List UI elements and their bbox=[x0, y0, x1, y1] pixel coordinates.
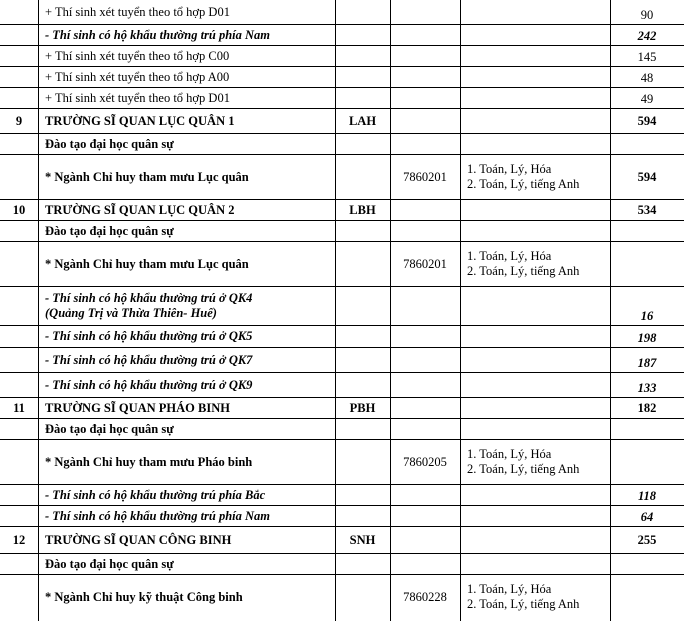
major-code bbox=[390, 67, 460, 87]
subject-combinations bbox=[460, 506, 610, 526]
row-name bbox=[38, 287, 335, 325]
major-code bbox=[390, 88, 460, 108]
subject-combinations bbox=[460, 527, 610, 553]
subject-combination: 2. Toán, Lý, tiếng Anh bbox=[467, 462, 580, 476]
school-code: PBH bbox=[349, 400, 376, 415]
row-number bbox=[0, 287, 38, 325]
major-code bbox=[390, 398, 460, 418]
table-row bbox=[0, 154, 684, 199]
school-code bbox=[335, 326, 390, 347]
column-divider bbox=[38, 0, 39, 621]
subject-combinations bbox=[460, 109, 610, 133]
quota-value: 182 bbox=[637, 400, 657, 415]
row-name: + Thí sinh xét tuyển theo tổ hợp D01 bbox=[45, 90, 230, 105]
row-name: - Thí sinh có hộ khẩu thường trú ở QK9 bbox=[45, 377, 253, 392]
row-number bbox=[0, 575, 38, 619]
subject-combinations bbox=[460, 440, 610, 484]
subject-combinations bbox=[460, 242, 610, 286]
school-code bbox=[335, 46, 390, 66]
subject-combinations bbox=[460, 287, 610, 325]
major-code bbox=[390, 373, 460, 397]
quota-value: 133 bbox=[637, 381, 657, 395]
quota-value bbox=[610, 440, 684, 484]
row-name: - Thí sinh có hộ khẩu thường trú phía Bắc bbox=[45, 487, 266, 502]
quota-value: 64 bbox=[640, 510, 654, 524]
quota-value: 534 bbox=[637, 202, 657, 217]
row-name: TRƯỜNG SĨ QUAN LỤC QUÂN 1 bbox=[45, 113, 235, 128]
row-name: + Thí sinh xét tuyển theo tổ hợp C00 bbox=[45, 48, 230, 63]
major-code bbox=[390, 527, 460, 553]
subject-combinations bbox=[460, 348, 610, 372]
row-name: * Ngành Chỉ huy tham mưu Lục quân bbox=[45, 256, 249, 271]
school-code bbox=[335, 67, 390, 87]
subject-combination: 1. Toán, Lý, Hóa bbox=[467, 582, 552, 596]
table-row bbox=[0, 45, 684, 66]
row-number bbox=[0, 326, 38, 347]
row-number bbox=[0, 419, 38, 439]
school-code bbox=[335, 155, 390, 199]
row-name: - Thí sinh có hộ khẩu thường trú phía Nam bbox=[45, 508, 271, 523]
table-row bbox=[0, 526, 684, 553]
subject-combinations bbox=[460, 485, 610, 505]
school-code bbox=[335, 134, 390, 154]
row-number bbox=[0, 221, 38, 241]
table-row bbox=[0, 574, 684, 619]
table-row bbox=[0, 439, 684, 484]
table-row bbox=[0, 66, 684, 87]
row-number bbox=[0, 348, 38, 372]
subject-combinations bbox=[460, 0, 610, 24]
table-row bbox=[0, 199, 684, 220]
row-name: TRƯỜNG SĨ QUAN LỤC QUÂN 2 bbox=[45, 202, 235, 217]
subject-combinations bbox=[460, 398, 610, 418]
quota-value bbox=[610, 575, 684, 619]
quota-value: 48 bbox=[640, 71, 654, 85]
table-row bbox=[0, 372, 684, 397]
quota-value: 198 bbox=[637, 331, 657, 345]
row-number bbox=[0, 242, 38, 286]
major-code: 7860201 bbox=[403, 256, 447, 271]
major-code bbox=[390, 348, 460, 372]
table-row bbox=[0, 0, 684, 24]
row-number bbox=[0, 46, 38, 66]
table-row bbox=[0, 286, 684, 325]
row-number bbox=[0, 440, 38, 484]
row-name: * Ngành Chỉ huy tham mưu Lục quân bbox=[45, 169, 249, 184]
row-number: 9 bbox=[15, 113, 23, 128]
major-code: 7860205 bbox=[403, 454, 447, 469]
table-row bbox=[0, 325, 684, 347]
row-name: + Thí sinh xét tuyển theo tổ hợp A00 bbox=[45, 69, 230, 84]
major-code bbox=[390, 109, 460, 133]
quota-value: 118 bbox=[637, 489, 657, 503]
school-code: LBH bbox=[349, 202, 376, 217]
school-code bbox=[335, 554, 390, 574]
major-code bbox=[390, 25, 460, 45]
table-row bbox=[0, 347, 684, 372]
row-number bbox=[0, 155, 38, 199]
major-code bbox=[390, 419, 460, 439]
row-name: - Thí sinh có hộ khẩu thường trú ở QK5 bbox=[45, 329, 253, 343]
table-row bbox=[0, 484, 684, 505]
subject-combinations bbox=[460, 88, 610, 108]
subject-combination: 1. Toán, Lý, Hóa bbox=[467, 249, 552, 263]
major-code bbox=[390, 200, 460, 220]
school-code bbox=[335, 440, 390, 484]
row-number bbox=[0, 373, 38, 397]
quota-value bbox=[610, 419, 684, 439]
table-row bbox=[0, 418, 684, 439]
quota-value: 90 bbox=[640, 8, 654, 22]
row-number: 12 bbox=[12, 532, 26, 547]
quota-value bbox=[610, 134, 684, 154]
row-number bbox=[0, 0, 38, 24]
column-divider bbox=[610, 0, 611, 621]
subject-combination: 2. Toán, Lý, tiếng Anh bbox=[467, 177, 580, 191]
quota-value bbox=[610, 554, 684, 574]
subject-combinations bbox=[460, 46, 610, 66]
quota-value: 49 bbox=[640, 92, 654, 106]
row-name-line-2: (Quảng Trị và Thừa Thiên- Huế) bbox=[45, 306, 217, 320]
row-name: TRƯỜNG SĨ QUAN PHÁO BINH bbox=[45, 400, 230, 415]
school-code bbox=[335, 287, 390, 325]
row-number bbox=[0, 134, 38, 154]
row-name: TRƯỜNG SĨ QUAN CÔNG BINH bbox=[45, 532, 232, 547]
row-name: Đào tạo đại học quân sự bbox=[45, 556, 174, 571]
table-row bbox=[0, 133, 684, 154]
row-name: - Thí sinh có hộ khẩu thường trú phía Nam bbox=[45, 27, 271, 42]
school-code bbox=[335, 221, 390, 241]
row-number bbox=[0, 506, 38, 526]
school-code bbox=[335, 25, 390, 45]
subject-combinations bbox=[460, 554, 610, 574]
subject-combinations bbox=[460, 67, 610, 87]
school-code bbox=[335, 88, 390, 108]
quota-value: 255 bbox=[637, 532, 657, 547]
row-name: - Thí sinh có hộ khẩu thường trú ở QK7 bbox=[45, 352, 253, 367]
quota-value: 187 bbox=[637, 356, 657, 370]
table-row bbox=[0, 24, 684, 45]
subject-combination: 1. Toán, Lý, Hóa bbox=[467, 162, 552, 176]
subject-combination: 2. Toán, Lý, tiếng Anh bbox=[467, 264, 580, 278]
major-code bbox=[390, 554, 460, 574]
major-code bbox=[390, 134, 460, 154]
school-code bbox=[335, 485, 390, 505]
major-code bbox=[390, 326, 460, 347]
school-code bbox=[335, 242, 390, 286]
row-number: 11 bbox=[13, 400, 25, 415]
row-name: Đào tạo đại học quân sự bbox=[45, 421, 174, 436]
row-number bbox=[0, 88, 38, 108]
subject-combinations bbox=[460, 200, 610, 220]
subject-combinations bbox=[460, 134, 610, 154]
table-row bbox=[0, 220, 684, 241]
quota-value: 594 bbox=[637, 113, 657, 128]
subject-combinations bbox=[460, 575, 610, 619]
row-number bbox=[0, 25, 38, 45]
column-divider bbox=[390, 0, 391, 621]
subject-combinations bbox=[460, 326, 610, 347]
table-row bbox=[0, 241, 684, 286]
table-row bbox=[0, 87, 684, 108]
row-number bbox=[0, 485, 38, 505]
quota-value: 594 bbox=[637, 169, 657, 184]
school-code bbox=[335, 419, 390, 439]
quota-value: 145 bbox=[637, 50, 657, 64]
column-divider bbox=[460, 0, 461, 621]
quota-value bbox=[610, 242, 684, 286]
table-row bbox=[0, 108, 684, 133]
subject-combinations bbox=[460, 221, 610, 241]
major-code bbox=[390, 506, 460, 526]
school-code bbox=[335, 373, 390, 397]
major-code: 7860228 bbox=[403, 589, 447, 604]
table-row bbox=[0, 397, 684, 418]
row-name: * Ngành Chỉ huy kỹ thuật Công binh bbox=[45, 589, 243, 604]
school-code bbox=[335, 0, 390, 24]
quota-value: 242 bbox=[637, 29, 657, 43]
subject-combination: 2. Toán, Lý, tiếng Anh bbox=[467, 597, 580, 611]
quota-value bbox=[610, 221, 684, 241]
major-code bbox=[390, 0, 460, 24]
major-code: 7860201 bbox=[403, 169, 447, 184]
major-code bbox=[390, 287, 460, 325]
quota-value: 16 bbox=[640, 309, 654, 323]
row-name: Đào tạo đại học quân sự bbox=[45, 223, 174, 238]
table-row bbox=[0, 505, 684, 526]
school-code bbox=[335, 348, 390, 372]
row-number: 10 bbox=[12, 202, 26, 217]
subject-combinations bbox=[460, 419, 610, 439]
major-code bbox=[390, 485, 460, 505]
row-number bbox=[0, 554, 38, 574]
subject-combinations bbox=[460, 25, 610, 45]
row-name: + Thí sinh xét tuyển theo tổ hợp D01 bbox=[45, 4, 230, 19]
row-name: * Ngành Chỉ huy tham mưu Pháo binh bbox=[45, 454, 253, 469]
subject-combinations bbox=[460, 373, 610, 397]
school-code bbox=[335, 575, 390, 619]
subject-combinations bbox=[460, 155, 610, 199]
row-name-line-1: - Thí sinh có hộ khẩu thường trú ở QK4 bbox=[45, 291, 253, 305]
row-number bbox=[0, 67, 38, 87]
table-row bbox=[0, 553, 684, 574]
column-divider bbox=[335, 0, 336, 621]
school-code bbox=[335, 506, 390, 526]
major-code bbox=[390, 221, 460, 241]
row-name: Đào tạo đại học quân sự bbox=[45, 136, 174, 151]
major-code bbox=[390, 46, 460, 66]
school-code: LAH bbox=[348, 113, 377, 128]
school-code: SNH bbox=[349, 532, 376, 547]
subject-combination: 1. Toán, Lý, Hóa bbox=[467, 447, 552, 461]
